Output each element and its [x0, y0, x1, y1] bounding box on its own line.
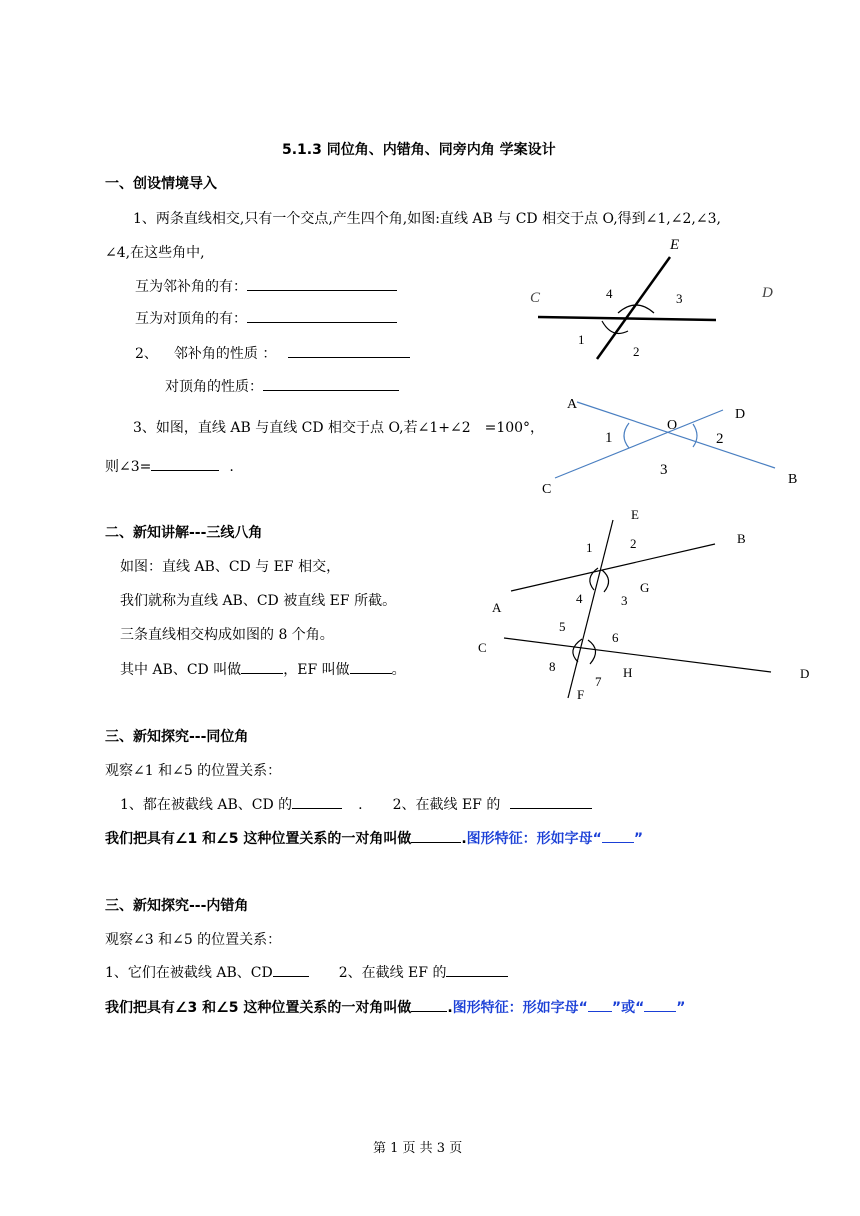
label-angle-2: 2	[633, 344, 640, 359]
q1-line2: ∠4,在这些角中,	[105, 245, 205, 261]
label-angle-2: 2	[716, 431, 724, 447]
q3-answer-prefix: 则∠3=	[105, 459, 152, 475]
sec2-line4-b: ，EF 叫做	[283, 662, 350, 678]
q2-blank[interactable]	[288, 343, 410, 358]
label-h: H	[623, 665, 633, 680]
sec4-summary-dot: .	[447, 1000, 453, 1016]
sec3-blank-2[interactable]	[510, 794, 592, 809]
sec2-blank-1[interactable]	[241, 659, 283, 674]
vertical-angles-row	[135, 308, 397, 328]
sec4-items-row	[105, 962, 508, 982]
label-angle-6: 6	[612, 630, 619, 645]
label-e: E	[670, 237, 680, 253]
label-a: A	[567, 397, 578, 412]
label-g: G	[640, 580, 650, 595]
angle-arc-6-7	[588, 640, 596, 664]
q3-answer-blank[interactable]	[151, 456, 219, 471]
q2b-row	[165, 376, 399, 396]
sec2-line3: 三条直线相交构成如图的 8 个角。	[120, 627, 334, 643]
adjacent-angles-row	[135, 276, 397, 296]
q2b-label: 对顶角的性质：	[165, 379, 263, 395]
sec4-blank-5[interactable]	[644, 997, 676, 1012]
section2-heading: 二、新知讲解---三线八角	[105, 525, 263, 541]
label-angle-3: 3	[621, 593, 628, 608]
label-angle-8: 8	[549, 659, 556, 674]
label-c: C	[530, 290, 541, 306]
angle-arc-2	[693, 424, 697, 447]
sec4-summary: 我们把具有∠3 和∠5 这种位置关系的一对角叫做	[105, 1000, 412, 1016]
section3-heading: 三、新知探究---同位角	[105, 729, 249, 745]
sec4-observe: 观察∠3 和∠5 的位置关系：	[105, 932, 282, 948]
page-title: 5.1.3 同位角、内错角、同旁内角 学案设计	[282, 142, 556, 158]
q3-answer-row	[105, 456, 234, 476]
adjacent-angles-label: 互为邻补角的有：	[135, 279, 247, 295]
vertical-angles-label: 互为对顶角的有：	[135, 311, 247, 327]
q2-number: 2、	[135, 346, 158, 362]
line-cd	[555, 410, 723, 478]
sec4-item2: 2、在截线 EF 的	[338, 965, 447, 981]
sec4-feature-mid: ”或“	[611, 1000, 645, 1016]
label-o: O	[667, 418, 678, 433]
sec2-blank-2[interactable]	[350, 659, 392, 674]
figure-ab-cd-intersect	[535, 390, 810, 500]
label-angle-1: 1	[586, 540, 593, 555]
label-c: C	[542, 482, 552, 497]
label-angle-4: 4	[576, 591, 583, 606]
sec3-item1-end: .	[358, 797, 363, 813]
q2-label: 邻补角的性质 ：	[173, 346, 277, 362]
sec2-line2: 我们就称为直线 AB、CD 被直线 EF 所截。	[120, 593, 397, 609]
sec4-blank-4[interactable]	[588, 997, 612, 1012]
sec3-items-row	[120, 794, 592, 814]
adjacent-angles-blank[interactable]	[247, 276, 397, 291]
label-c: C	[478, 640, 487, 655]
sec4-item1: 1、它们在被截线 AB、CD	[105, 965, 273, 981]
label-d: D	[735, 407, 746, 422]
sec4-feature-end: ”	[676, 1000, 686, 1016]
q2-row	[135, 343, 410, 363]
vertical-angles-blank[interactable]	[247, 308, 397, 323]
page-footer: 第 1 页 共 3 页	[373, 1141, 463, 1156]
sec3-observe: 观察∠1 和∠5 的位置关系：	[105, 763, 282, 779]
q3-line: 3、如图，直线 AB 与直线 CD 相交于点 O,若∠1+∠2 =100°，	[133, 420, 545, 436]
line-cd	[504, 638, 771, 672]
sec3-summary: 我们把具有∠1 和∠5 这种位置关系的一对角叫做	[105, 831, 412, 847]
sec4-blank-2[interactable]	[446, 962, 508, 977]
label-angle-1: 1	[605, 430, 613, 446]
label-angle-3: 3	[660, 462, 668, 478]
angle-arc-2-3	[602, 570, 609, 592]
label-b: B	[788, 472, 798, 487]
sec2-line1: 如图：直线 AB、CD 与 EF 相交，	[120, 559, 341, 575]
sec2-line4-a: 其中 AB、CD 叫做	[120, 662, 242, 678]
sec3-summary-dot: .	[461, 831, 467, 847]
section4-heading: 三、新知探究---内错角	[105, 898, 249, 914]
sec4-blank-1[interactable]	[273, 962, 309, 977]
sec4-summary-row	[105, 997, 685, 1017]
label-angle-7: 7	[595, 674, 602, 689]
label-angle-1: 1	[578, 332, 585, 347]
sec4-blank-3[interactable]	[411, 997, 447, 1012]
sec2-line4-c: 。	[391, 662, 406, 678]
figure-three-lines-eight-angles	[478, 500, 823, 705]
q2b-blank[interactable]	[263, 376, 399, 391]
label-angle-3: 3	[676, 291, 683, 306]
label-f: F	[577, 687, 585, 702]
label-a: A	[492, 600, 502, 615]
figure-intersecting-lines	[520, 235, 790, 365]
q1-line1: 1、两条直线相交,只有一个交点,产生四个角,如图:直线 AB 与 CD 相交于点 O,得到∠1,∠2,∠3,	[133, 211, 721, 227]
line-ab	[511, 544, 715, 591]
angle-arc-1	[624, 423, 629, 448]
sec3-item2: 2、在截线 EF 的	[392, 797, 501, 813]
sec3-blank-3[interactable]	[411, 828, 461, 843]
label-angle-4: 4	[606, 286, 613, 301]
sec3-blank-1[interactable]	[292, 794, 342, 809]
sec4-feature: 图形特征：形如字母“	[452, 1000, 588, 1016]
label-b: B	[737, 531, 746, 546]
q3-answer-suffix: .	[229, 459, 234, 475]
label-angle-2: 2	[630, 536, 637, 551]
sec3-feature-end: ”	[633, 831, 644, 847]
sec2-line4	[120, 659, 406, 679]
sec3-blank-4[interactable]	[602, 828, 634, 843]
label-e: E	[631, 507, 639, 522]
label-d: D	[800, 666, 810, 681]
sec3-summary-row	[105, 828, 643, 848]
section1-heading: 一、创设情境导入	[105, 176, 217, 192]
sec3-feature: 图形特征：形如字母“	[466, 831, 602, 847]
sec3-item1: 1、都在被截线 AB、CD 的	[120, 797, 293, 813]
label-d: D	[762, 285, 773, 301]
label-angle-5: 5	[559, 619, 566, 634]
